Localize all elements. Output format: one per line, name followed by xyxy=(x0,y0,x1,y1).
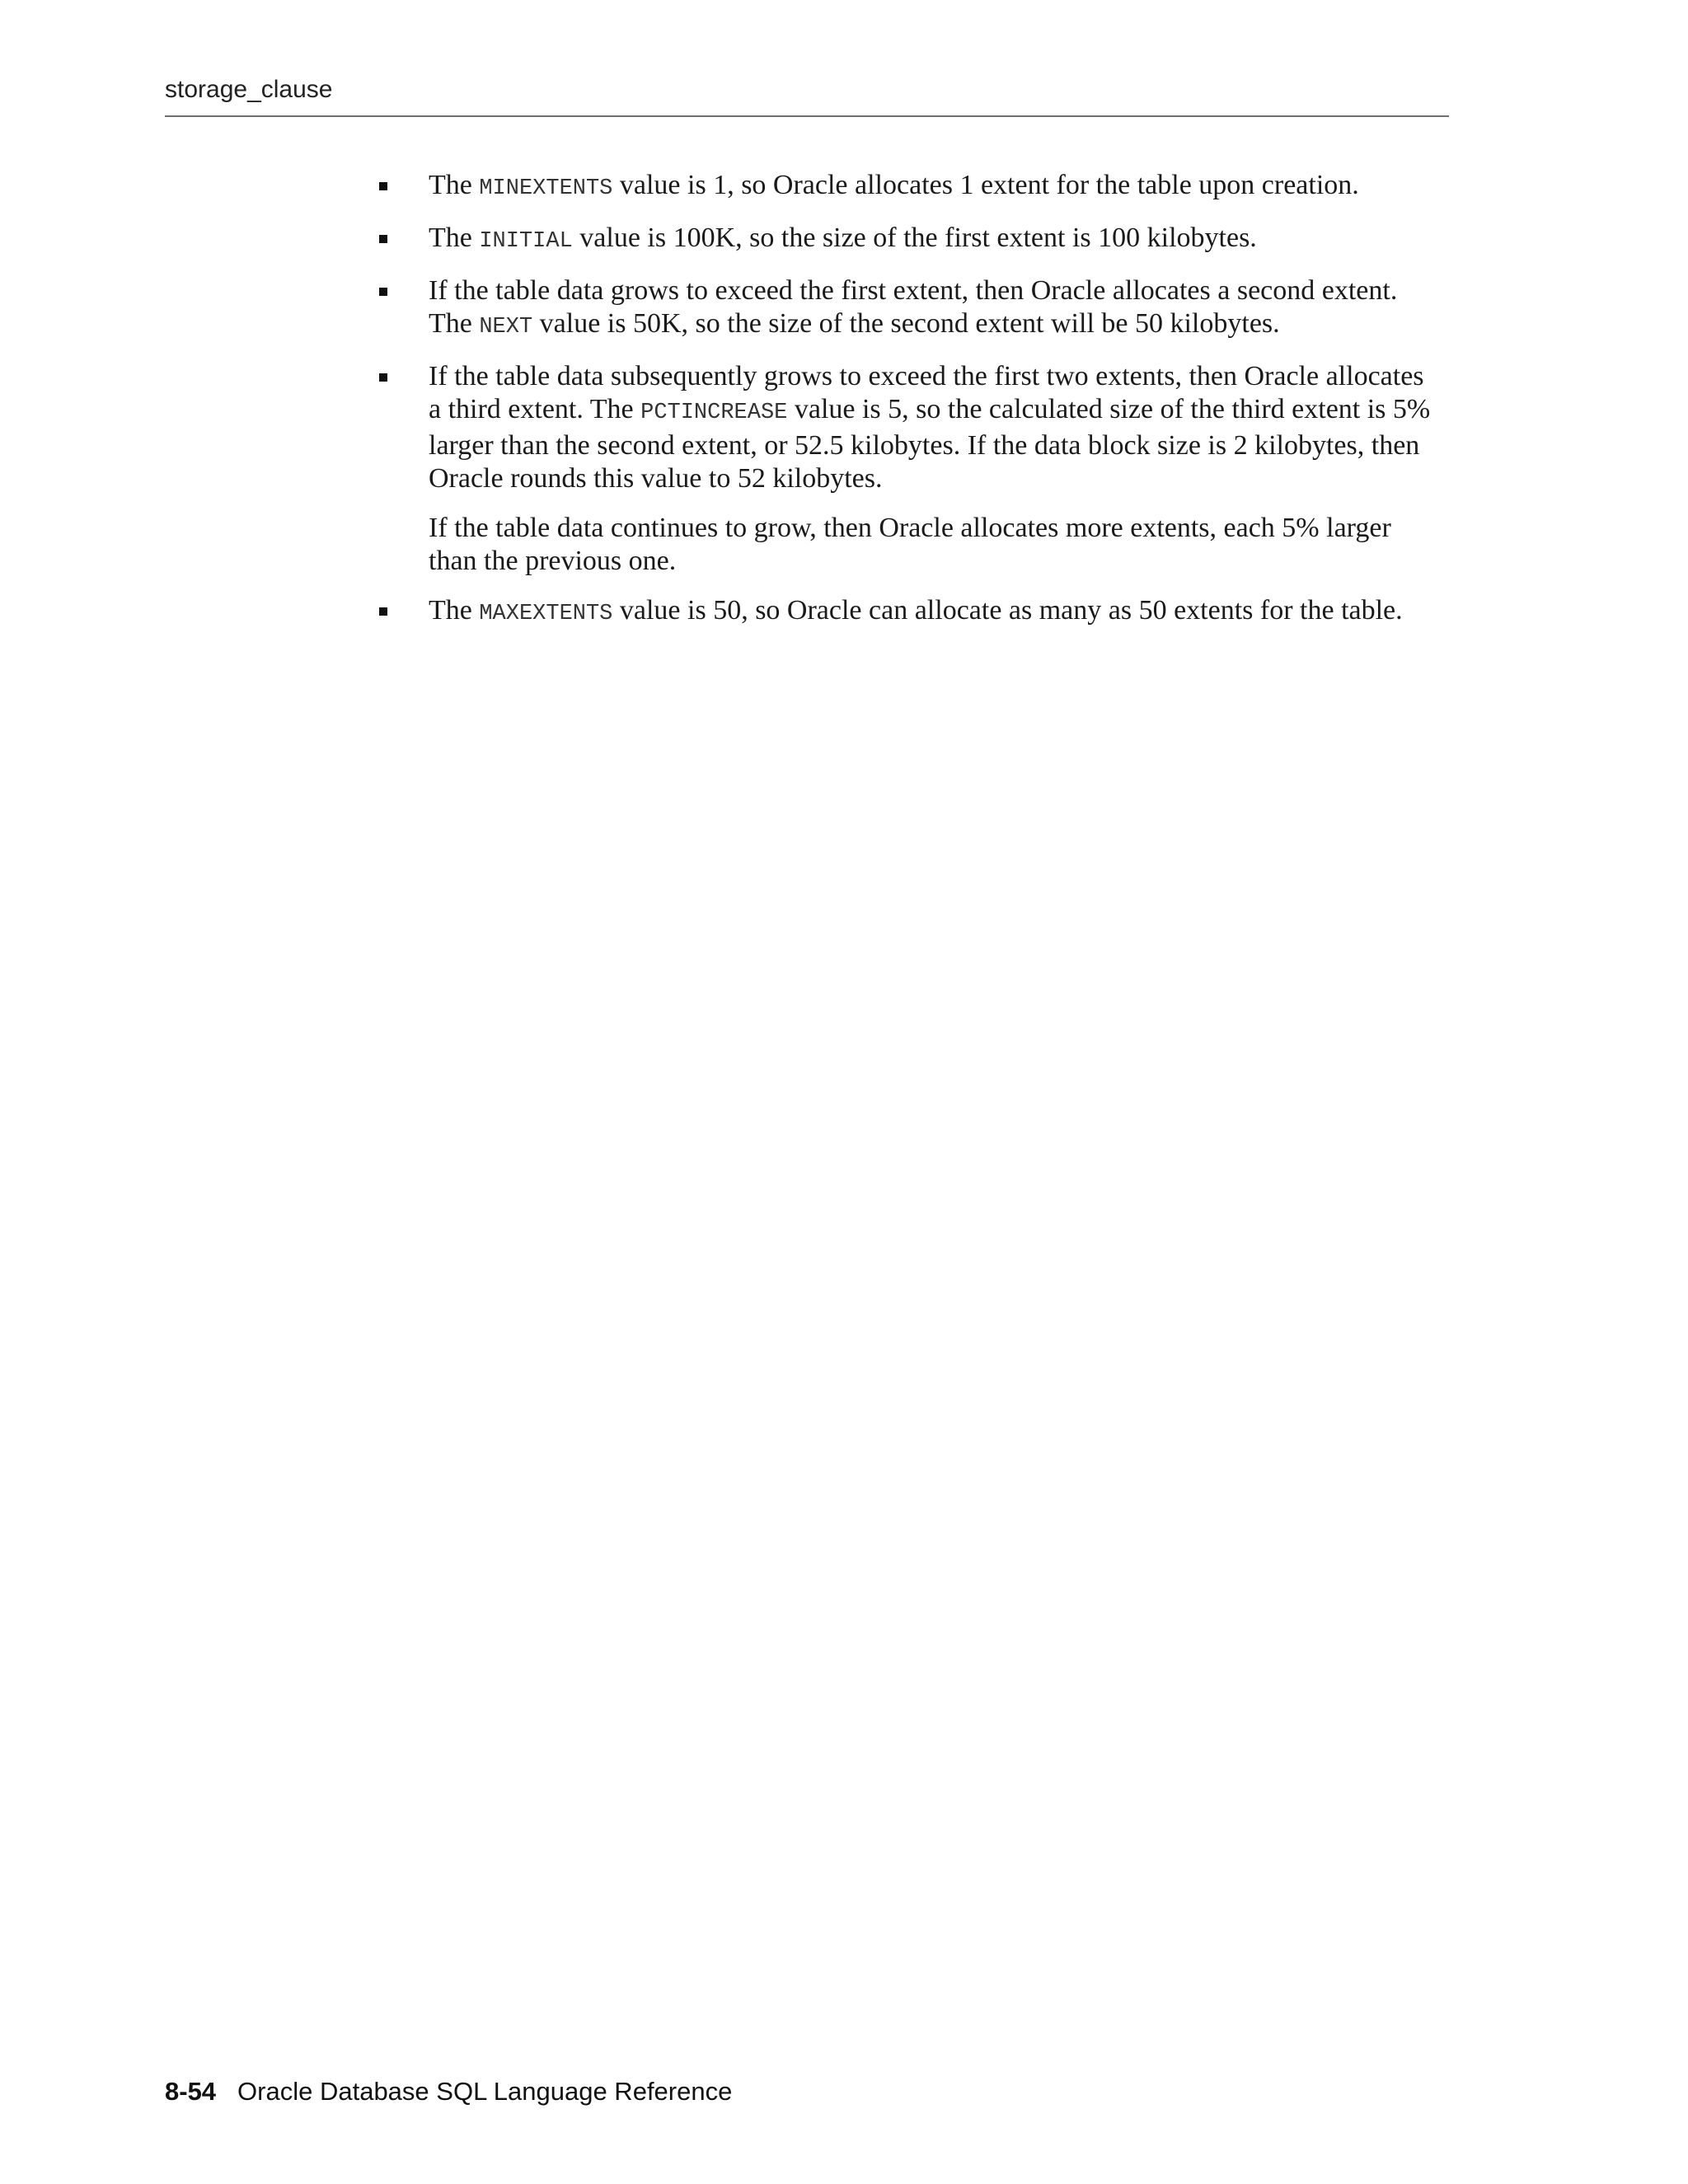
page-number: 8-54 xyxy=(165,2077,217,2106)
paragraph xyxy=(429,594,1442,630)
page-footer xyxy=(165,2077,732,2107)
paragraph xyxy=(429,169,1442,205)
list-item xyxy=(379,274,1442,344)
text-run: If the table data grows to exceed the first extent, then Oracle allocates a second extent. The xyxy=(429,275,1398,339)
list-item xyxy=(379,222,1442,258)
text-run: If the table data subsequently grows to exceed the first two extents, then Oracle allocates a third extent. The xyxy=(429,361,1424,424)
list-item xyxy=(379,360,1442,578)
bullet-list xyxy=(379,169,1442,630)
text-run: The xyxy=(429,223,480,253)
paragraph xyxy=(429,222,1442,258)
text-run: value is 1, so Oracle allocates 1 extent for the table upon creation. xyxy=(612,170,1359,200)
text-run: value is 50, so Oracle can allocate as many as 50 extents for the table. xyxy=(612,595,1403,626)
keyword-code: MINEXTENTS xyxy=(479,176,613,201)
text-run: The xyxy=(429,595,480,626)
paragraph-continuation: If the table data continues to grow, then Oracle allocates more extents, each 5% larger than the previous one. xyxy=(429,513,1391,576)
paragraph xyxy=(429,360,1442,495)
text-run: value is 50K, so the size of the second extent will be 50 kilobytes. xyxy=(532,308,1280,339)
keyword-code: INITIAL xyxy=(479,229,573,254)
text-run: value is 100K, so the size of the first extent is 100 kilobytes. xyxy=(572,223,1257,253)
book-title: Oracle Database SQL Language Reference xyxy=(237,2077,733,2106)
keyword-code: MAXEXTENTS xyxy=(479,602,613,626)
header-rule xyxy=(165,115,1449,117)
running-header: storage_clause xyxy=(165,76,333,103)
bullet-square-icon xyxy=(379,182,387,190)
text-run: The xyxy=(429,170,480,200)
bullet-square-icon xyxy=(379,607,387,616)
page-content xyxy=(379,169,1442,647)
bullet-square-icon xyxy=(379,373,387,382)
bullet-square-icon xyxy=(379,235,387,243)
paragraph xyxy=(429,274,1442,344)
keyword-code: PCTINCREASE xyxy=(640,401,788,425)
list-item xyxy=(379,169,1442,205)
list-item xyxy=(379,594,1442,630)
keyword-code: NEXT xyxy=(479,315,533,340)
bullet-square-icon xyxy=(379,288,387,296)
text-run: value is 5, so the calculated size of the third extent is 5% larger than the second extent, or 52.5 kilobytes. If the data block size is 2 kilobytes, then Oracle rounds this value to 52 kilobytes. xyxy=(429,394,1431,494)
